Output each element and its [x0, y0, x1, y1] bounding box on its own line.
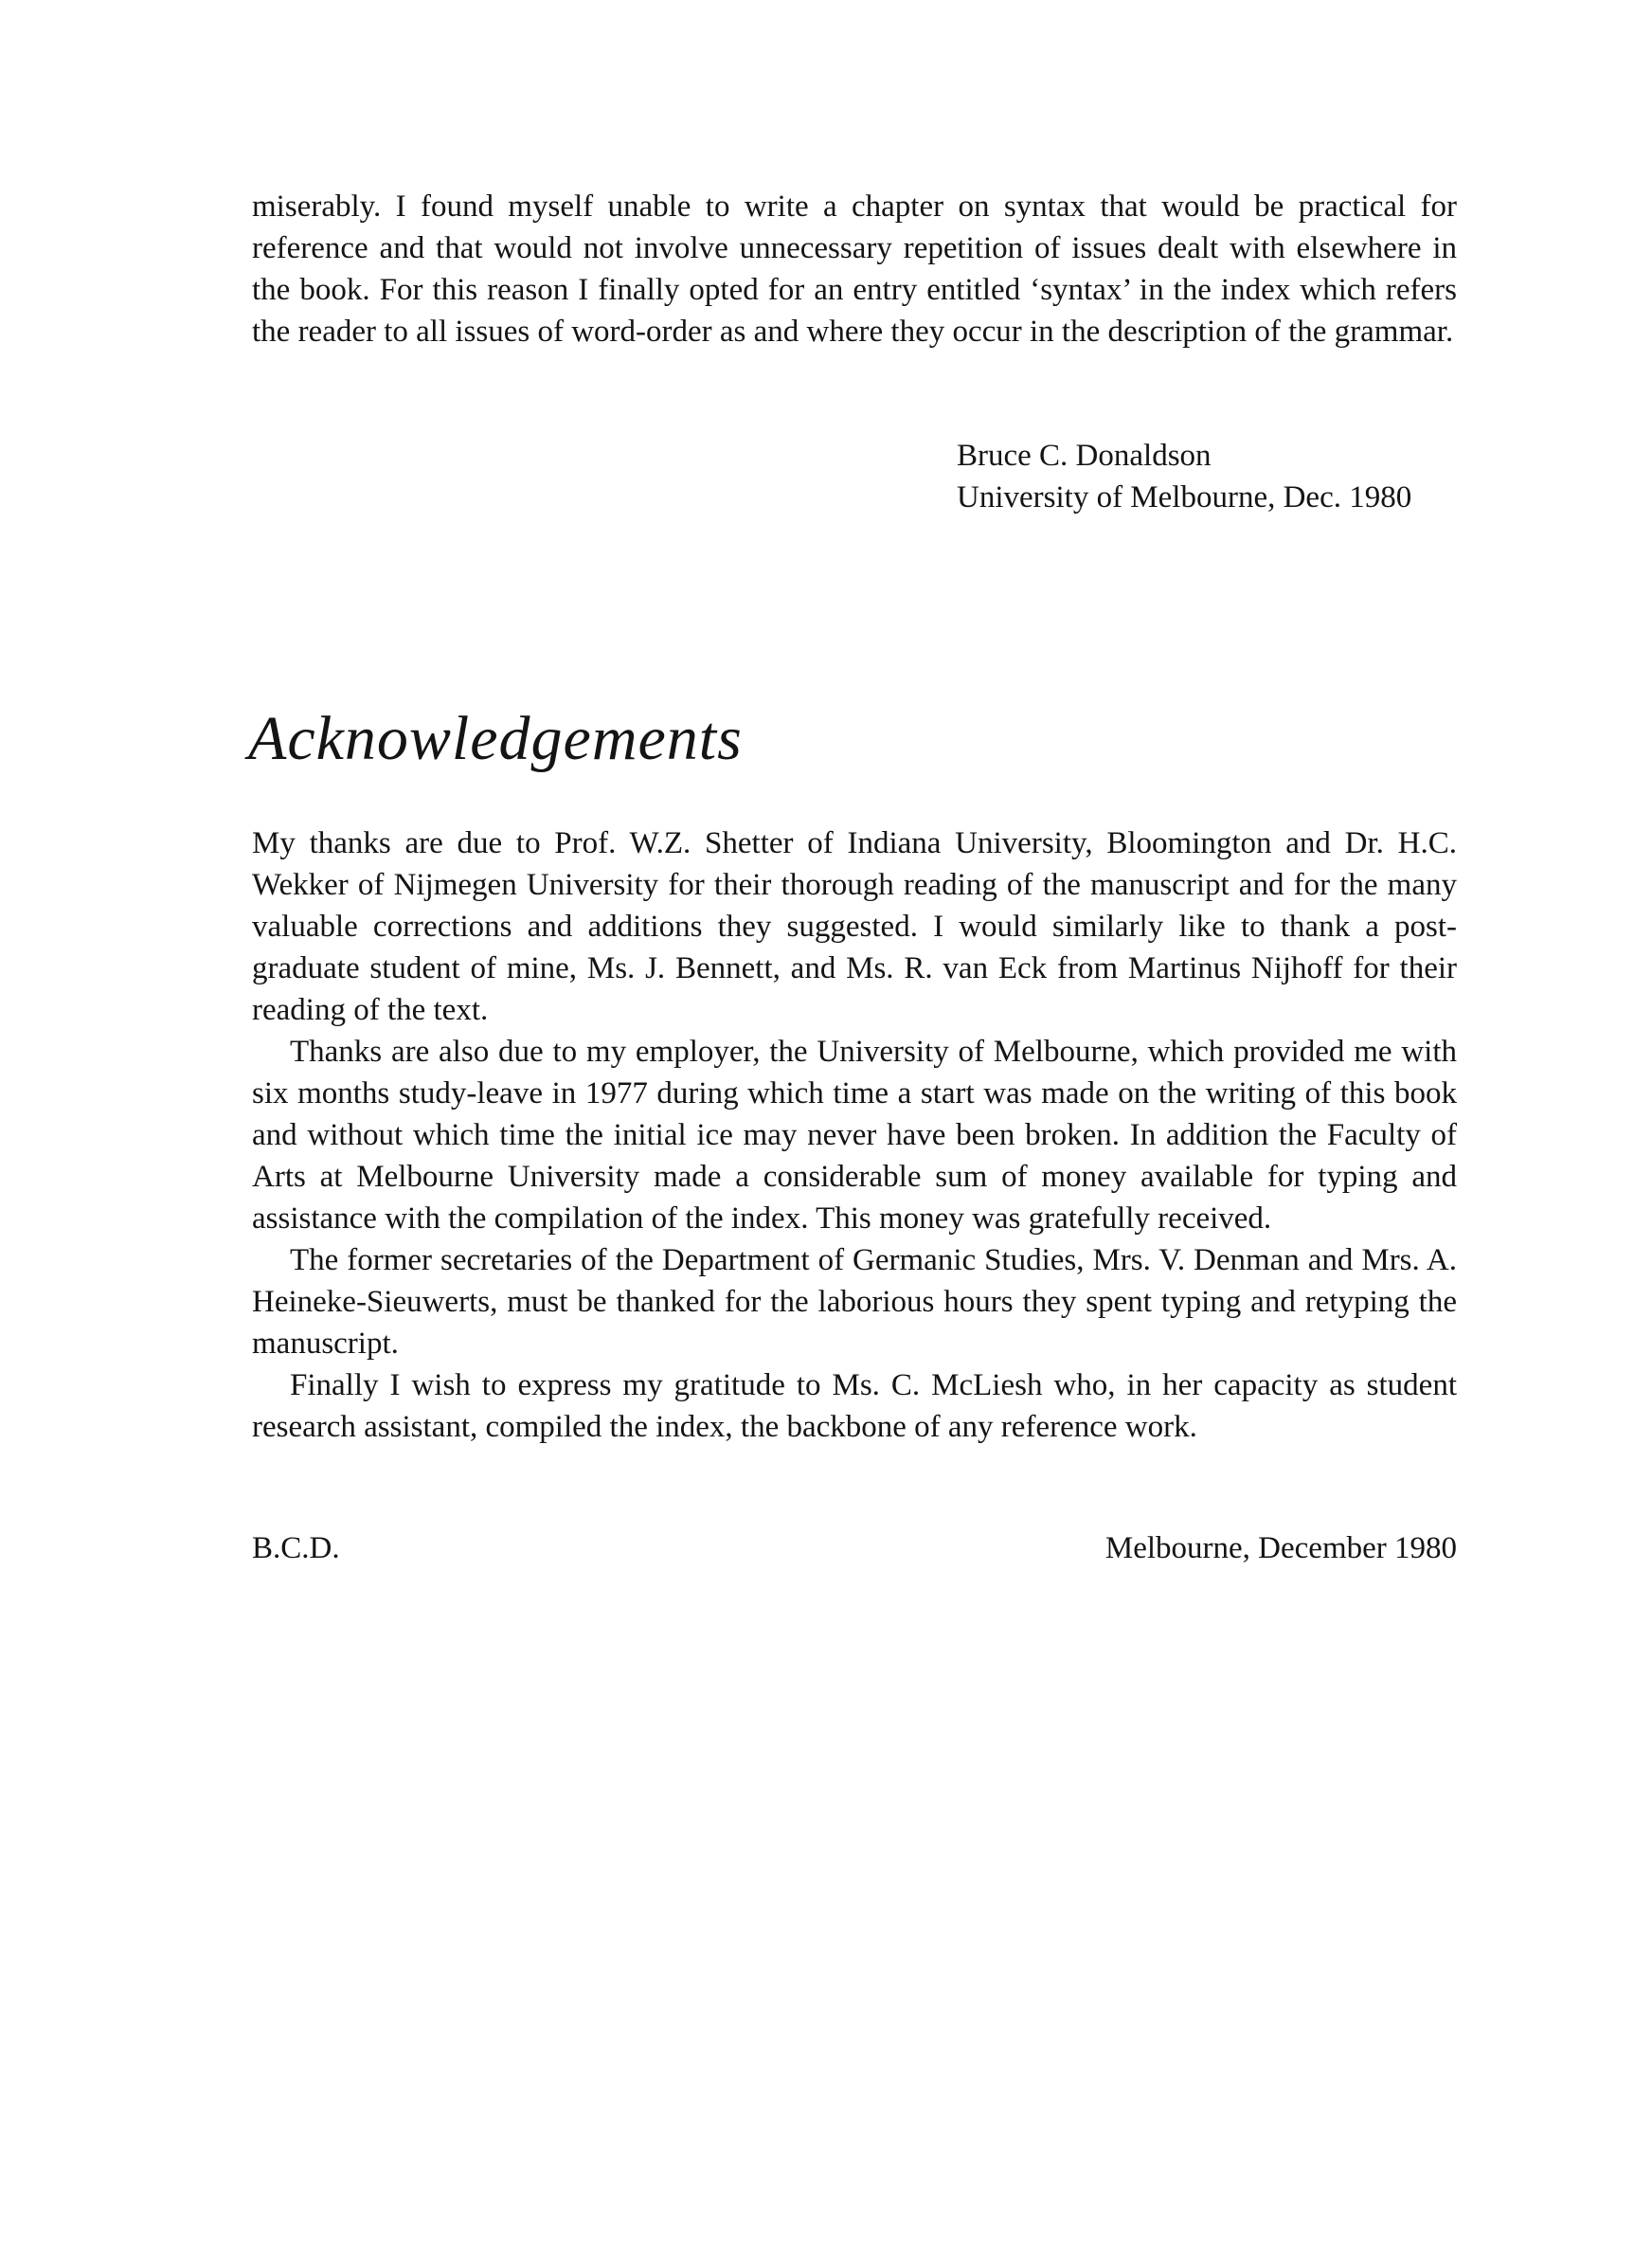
signoff-place-date: Melbourne, December 1980	[1104, 1531, 1457, 1565]
acknowledgements-body	[252, 822, 1457, 1448]
preface-closing-section	[252, 186, 1457, 352]
preface-signature	[957, 435, 1411, 518]
acknowledgements-paragraph: Finally I wish to express my gratitude to Ms. C. McLiesh who, in her capacity as student research assistant, compiled the index, the backbone of any reference work.	[252, 1368, 1457, 1444]
preface-paragraph: miserably. I found myself unable to write a chapter on syntax that would be practical for reference and that would not involve unnecessary repetition of issues dealt with elsewhere in the book. For this reason I finally opted for an entry entitled ‘syntax’ in the index which refers the reader to all issues of word-order as and where they occur in the description of the grammar.	[252, 190, 1457, 349]
author-name: Bruce C. Donaldson	[957, 439, 1212, 473]
author-affiliation: University of Melbourne, Dec. 1980	[957, 480, 1412, 515]
acknowledgements-heading: Acknowledgements	[248, 704, 743, 773]
acknowledgements-paragraph: The former secretaries of the Department of Germanic Studies, Mrs. V. Denman and Mrs. A. Heineke-Sieuwerts, must be thanked for the laborious hours they spent typing and retyping the manuscript.	[252, 1243, 1457, 1361]
acknowledgements-paragraph: Thanks are also due to my employer, the University of Melbourne, which provided me with six months study-leave in 1977 during which time a start was made on the writing of this book and without which time the initial ice may never have been broken. In addition the Faculty of Arts at Melbourne University made a considerable sum of money available for typing and assistance with the compilation of the index. This money was gratefully received.	[252, 1035, 1457, 1236]
acknowledgements-signoff	[252, 1527, 1457, 1569]
acknowledgements-paragraph: My thanks are due to Prof. W.Z. Shetter of Indiana University, Bloomington and Dr. H.C. Wekker of Nijmegen University for their thorough reading of the manuscript and for the many valuable corrections and additions they suggested. I would similarly like to thank a post-graduate student of mine, Ms. J. Bennett, and Ms. R. van Eck from Martinus Nijhoff for their reading of the text.	[252, 826, 1457, 1027]
author-initials: B.C.D.	[252, 1531, 340, 1565]
